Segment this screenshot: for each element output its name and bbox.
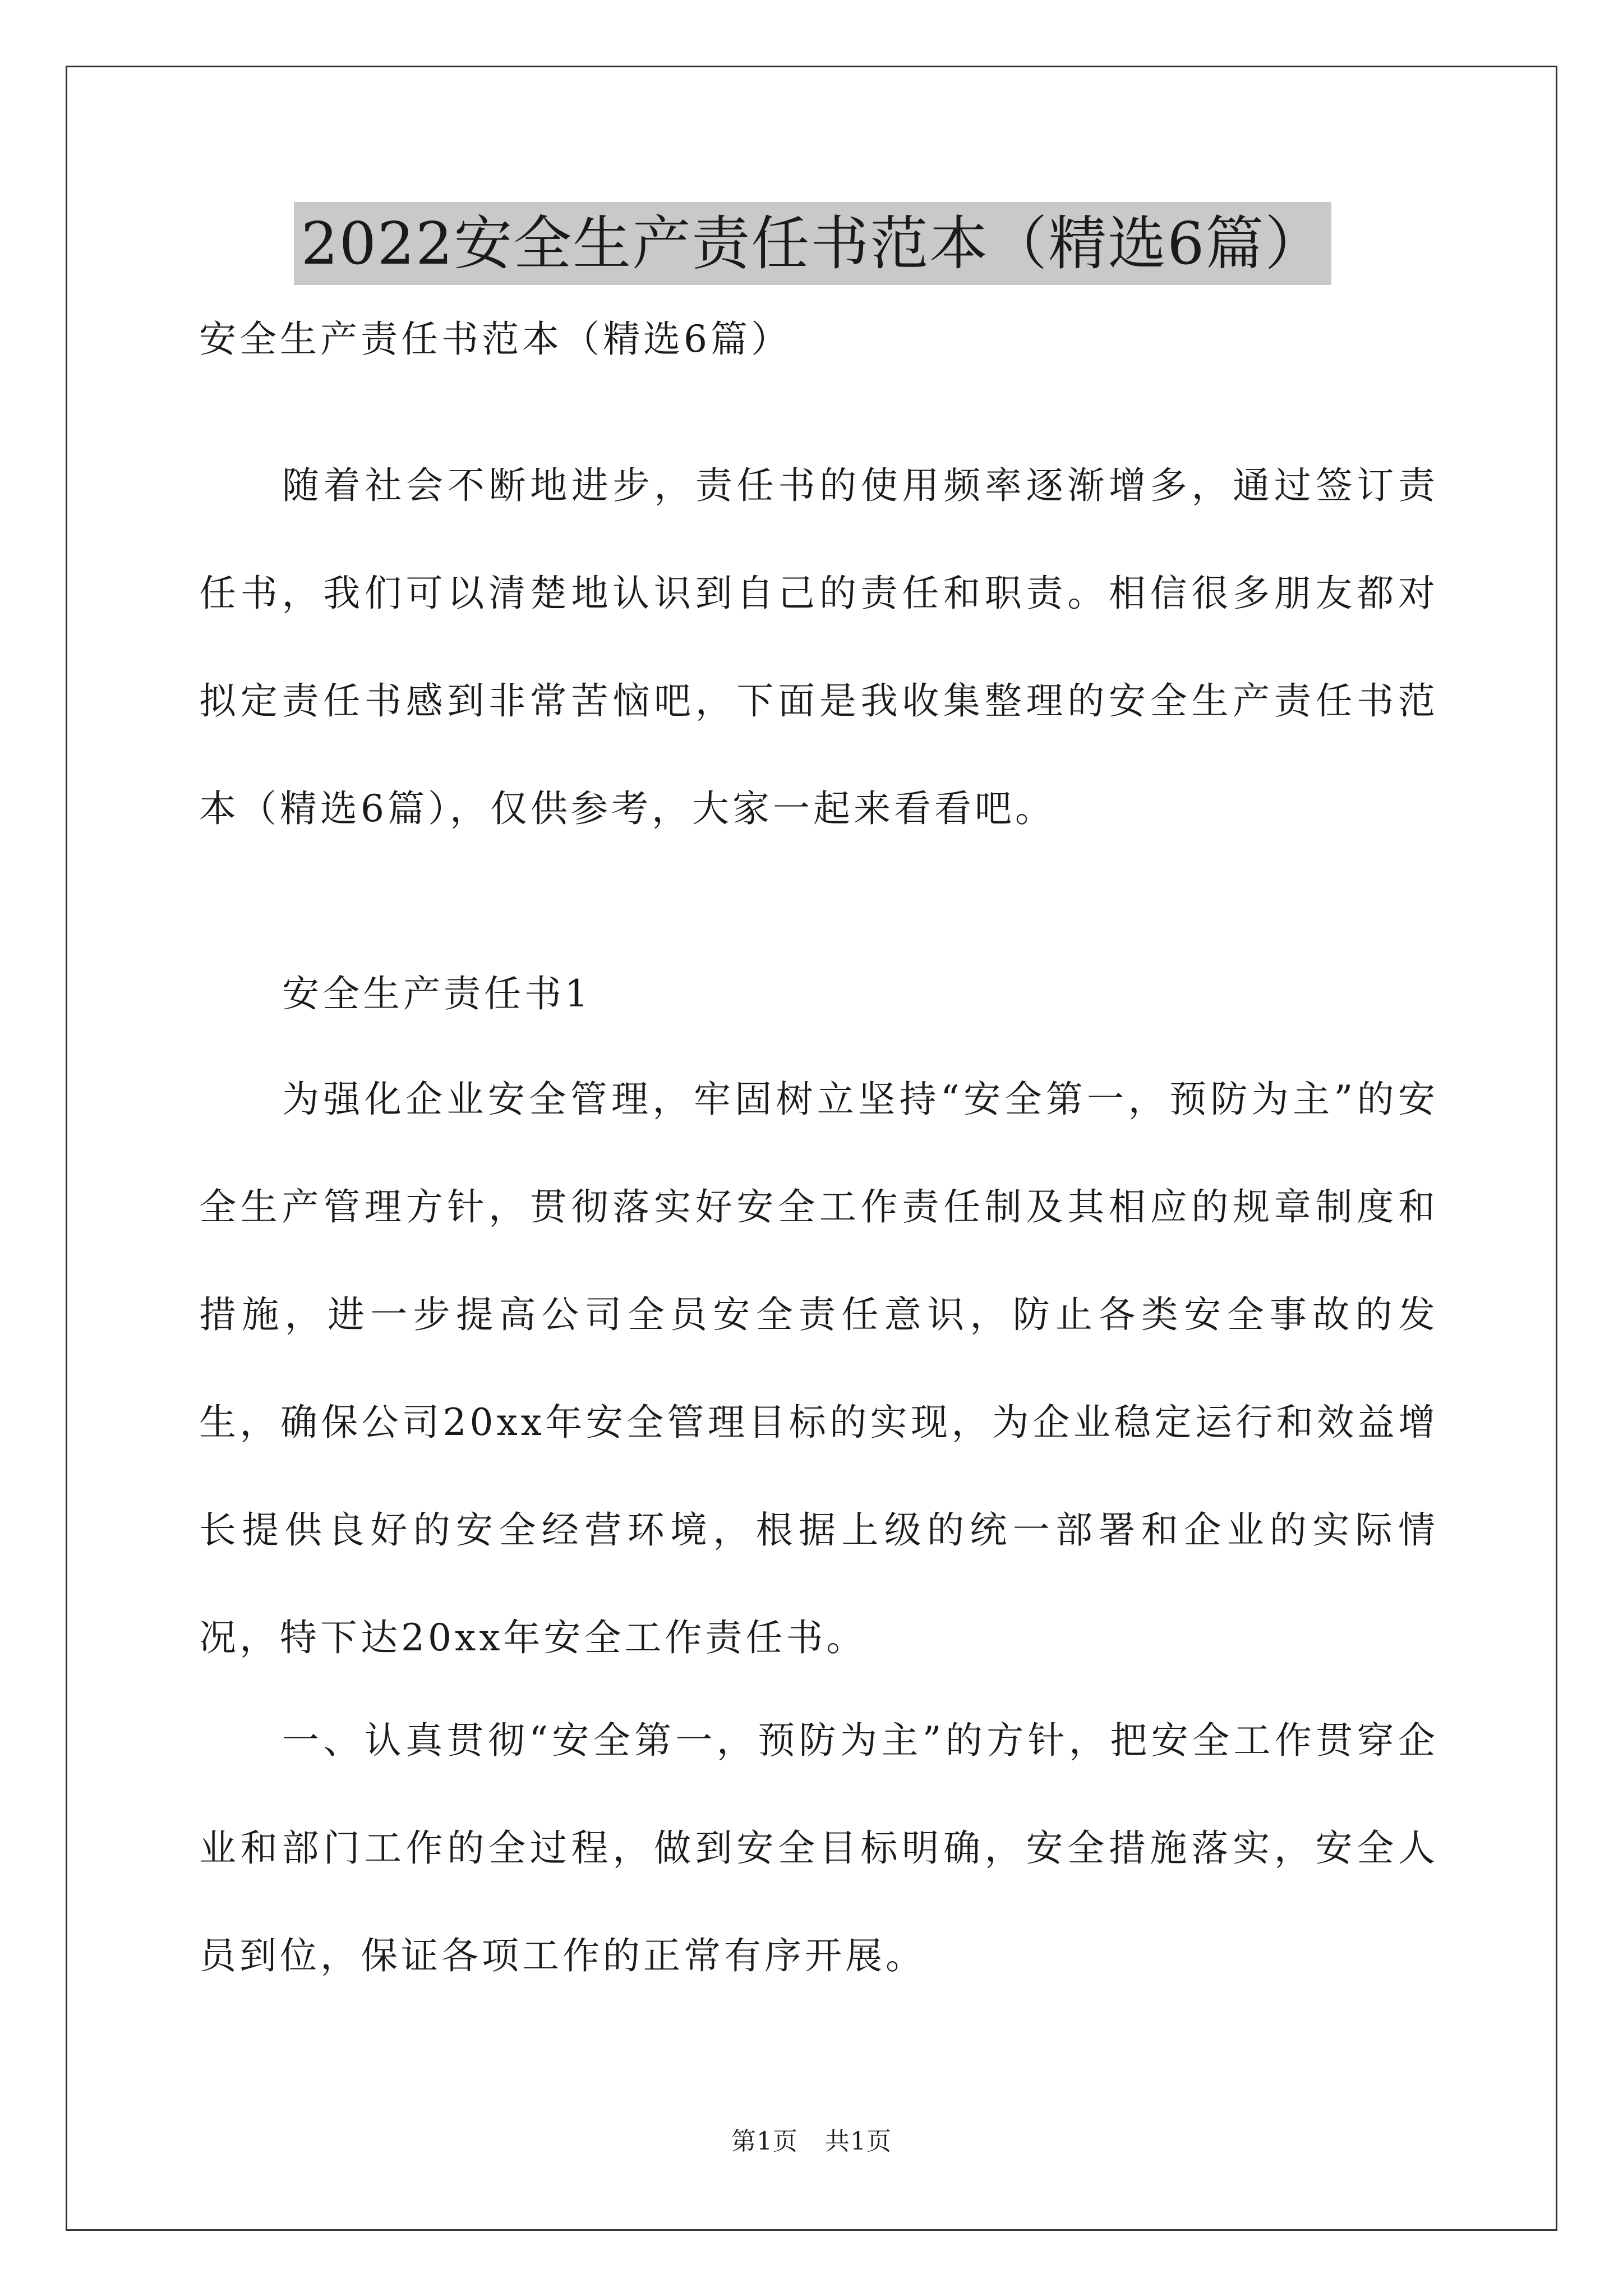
purpose-paragraph: 为强化企业安全管理，牢固树立坚持“安全第一，预防为主”的安全生产管理方针，贯彻落实好安全工作责任制及其相应的规章制度和措施，进一步提高公司全员安全责任意识，防止各类安全事故的发生，确保公司20xx年安全管理目标的实现，为企业稳定运行和效益增长提供良好的安全经营环境，根据上级的统一部署和企业的实际情况，特下达20xx年安全工作责任书。 (199, 1078, 1438, 1659)
section-heading: 安全生产责任书1 (282, 972, 592, 1015)
intro-paragraph: 随着社会不断地进步，责任书的使用频率逐渐增多，通过签订责任书，我们可以清楚地认识到自己的责任和职责。相信很多朋友都对拟定责任书感到非常苦恼吧，下面是我收集整理的安全生产责任书范本（精选6篇），仅供参考，大家一起来看看吧。 (199, 464, 1438, 830)
document-subtitle: 安全生产责任书范本（精选6篇） (199, 318, 791, 361)
item-1-paragraph: 一、认真贯彻“安全第一，预防为主”的方针，把安全工作贯穿企业和部门工作的全过程，做到安全目标明确，安全措施落实，安全人员到位，保证各项工作的正常有序开展。 (199, 1719, 1438, 1977)
page-total: 共1页 (825, 2127, 892, 2156)
page-number: 第1页 (731, 2127, 798, 2156)
page-footer (0, 2125, 1623, 2159)
document-title: 2022安全生产责任书范本（精选6篇） (294, 202, 1331, 285)
